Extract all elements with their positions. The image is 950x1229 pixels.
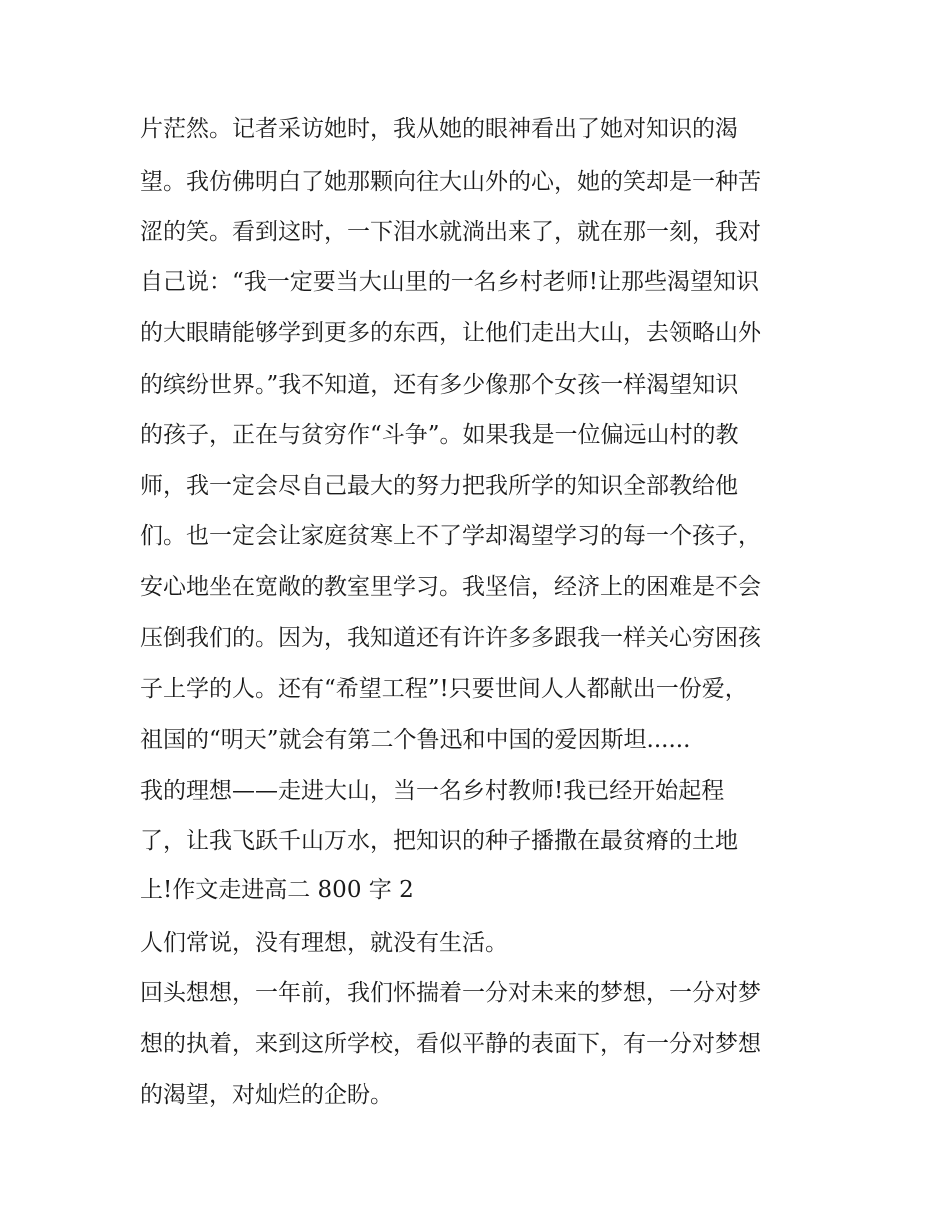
text-line-1: 片茫然。记者采访她时，我从她的眼神看出了她对知识的渴 <box>140 116 738 142</box>
text-line-16: 上!作文走进高二 800 字 2 <box>140 877 414 903</box>
text-line-4: 自己说：“我一定要当大山里的一名乡村老师!让那些渴望知识 <box>140 269 760 295</box>
text-line-9: 们。也一定会让家庭贫寒上不了学却渴望学习的每一个孩子， <box>140 523 761 549</box>
text-line-12: 子上学的人。还有“希望工程”!只要世间人人都献出一份爱， <box>140 676 748 702</box>
text-line-5: 的大眼睛能够学到更多的东西，让他们走出大山，去领略山外 <box>140 320 761 346</box>
text-line-2: 望。我仿佛明白了她那颗向往大山外的心，她的笑却是一种苦 <box>140 169 761 195</box>
text-line-7: 的孩子，正在与贫穷作“斗争”。如果我是一位偏远山村的教 <box>140 422 739 448</box>
text-line-15: 了，让我飞跃千山万水，把知识的种子播撒在最贫瘠的土地 <box>140 828 738 854</box>
text-line-18: 回头想想，一年前，我们怀揣着一分对未来的梦想，一分对梦 <box>140 980 761 1006</box>
text-line-19: 想的执着，来到这所学校，看似平静的表面下，有一分对梦想 <box>140 1031 761 1057</box>
text-line-17: 人们常说，没有理想，就没有生活。 <box>140 930 508 956</box>
text-line-13: 祖国的“明天”就会有第二个鲁迅和中国的爱因斯坦...... <box>140 727 691 753</box>
text-line-20: 的渴望，对灿烂的企盼。 <box>140 1082 393 1108</box>
text-line-8: 师，我一定会尽自己最大的努力把我所学的知识全部教给他 <box>140 473 738 499</box>
text-line-3: 涩的笑。看到这时，一下泪水就淌出来了，就在那一刻，我对 <box>140 219 761 245</box>
text-line-10: 安心地坐在宽敞的教室里学习。我坚信，经济上的困难是不会 <box>140 574 761 600</box>
text-line-11: 压倒我们的。因为，我知道还有许许多多跟我一样关心穷困孩 <box>140 625 761 651</box>
text-line-6: 的缤纷世界。”我不知道，还有多少像那个女孩一样渴望知识 <box>140 372 739 398</box>
text-line-14: 我的理想——走进大山，当一名乡村教师!我已经开始起程 <box>140 778 725 804</box>
